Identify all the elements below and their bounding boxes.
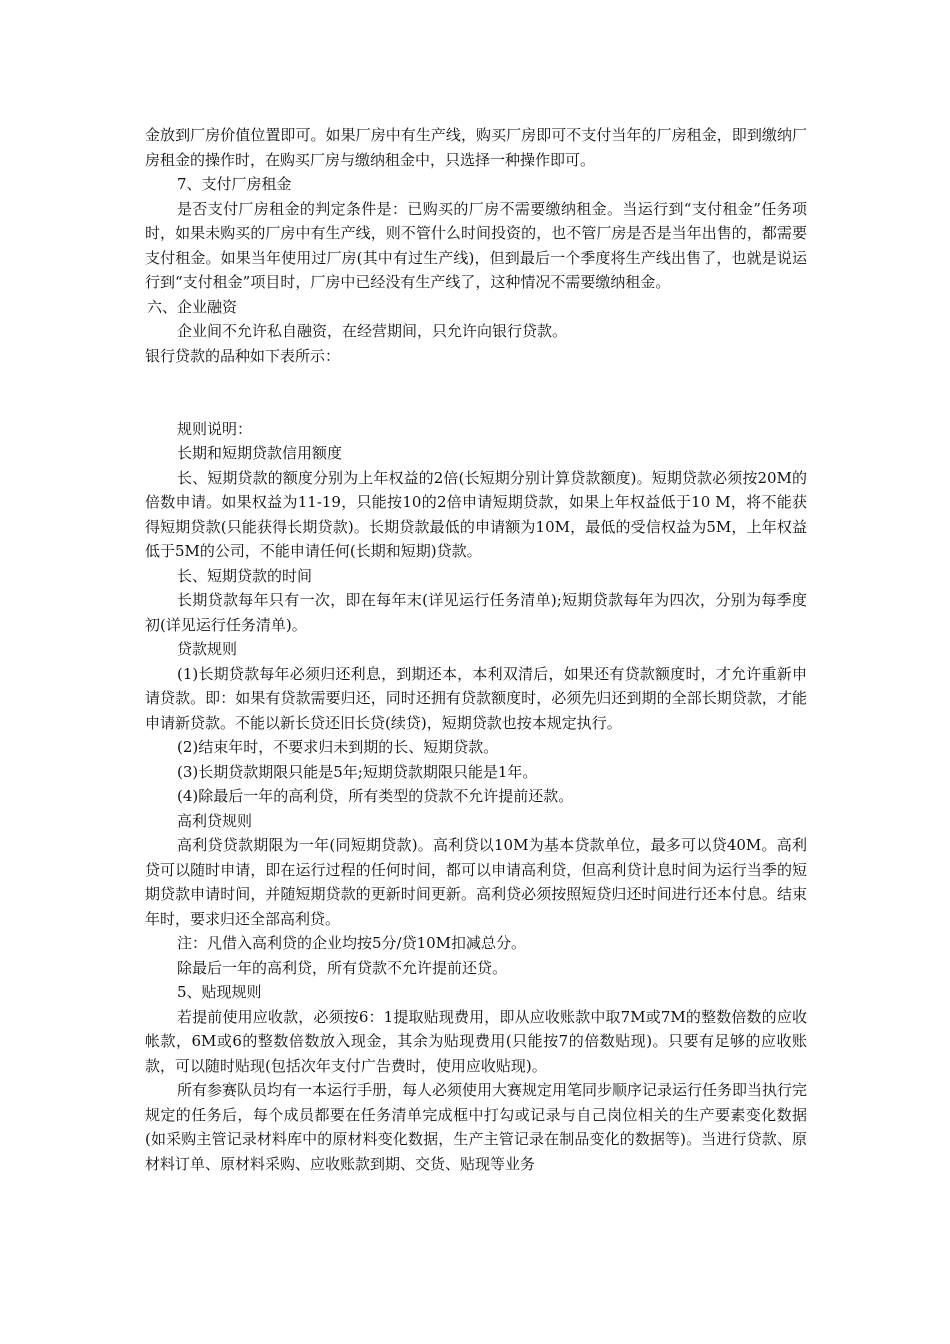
paragraph-factory-purchase: 金放到厂房价值位置即可。如果厂房中有生产线，购买厂房即可不支付当年的厂房租金，即到缴纳厂房租金的操作时，在购买厂房与缴纳租金中，只选择一种操作即可。 [145,126,807,169]
paragraph-rent-conditions: 是否支付厂房租金的判定条件是：已购买的厂房不需要缴纳租金。当运行到“支付租金”任务项时，如果未购买的厂房中有生产线，则不管什么时间投资的，也不管厂房是否是当年出售的，都需要支付租金。如果当年使用过厂房(其中有过生产线)，但到最后一个季度将生产线出售了，也就是说运行到“支付租金”项目时，厂房中已经没有生产线了，这种情况不需要缴纳租金。 [145,199,807,291]
heading-discount-rules: 5、贴现规则 [177,983,262,1001]
paragraph-bank-only: 企业间不允许私自融资，在经营期间，只允许向银行贷款。 [177,322,568,340]
paragraph-loan-rule-2: (2)结束年时，不要求归未到期的长、短期贷款。 [177,738,499,756]
paragraph-loan-timing: 长期贷款每年只有一次，即在每年末(详见运行任务清单);短期贷款每年为四次，分别为每季度初(详见运行任务清单)。 [145,591,807,634]
paragraph-operation-manual: 所有参赛队员均有一本运行手册，每人必须使用大赛规定用笔同步顺序记录运行任务即当执行完规定的任务后，每个成员都要在任务清单完成框中打勾或记录与自己岗位相关的生产要素变化数据(如采购主管记录材料库中的原材料变化数据，生产主管记录在制品变化的数据等)。当进行贷款、原材料订单、原材料采购、应收账款到期、交货、贴现等业务 [145,1081,808,1173]
paragraph-loan-rule-4: (4)除最后一年的高利贷，所有类型的贷款不允许提前还款。 [177,787,574,805]
paragraph-no-early-repay: 除最后一年的高利贷，所有贷款不允许提前还贷。 [177,958,508,977]
heading-usury-rules: 高利贷规则 [177,811,253,830]
table-placeholder-gap [145,368,807,417]
paragraph-loan-rule-3: (3)长期贷款期限只能是5年;短期贷款期限只能是1年。 [177,762,538,781]
paragraph-discount-rules: 若提前使用应收款，必须按6：1提取贴现费用，即从应收账款中取7M或7M的整数倍数的应收帐款，6M或6的整数倍数放入现金，其余为贴现费用(只能按7的倍数贴现)。只要有足够的应收账款，可以随时贴现(包括次年支付广告费时，使用应收贴现)。 [145,1007,807,1075]
heading-rule-notes: 规则说明： [177,419,253,438]
heading-loan-rules: 贷款规则 [177,640,238,658]
heading-pay-factory-rent: 7、支付厂房租金 [177,175,292,193]
heading-loan-timing: 长、短期贷款的时间 [177,566,313,585]
heading-credit-limit: 长期和短期贷款信用额度 [177,444,343,462]
document-body [145,123,807,1176]
paragraph-credit-limit: 长、短期贷款的额度分别为上年权益的2倍(长短期分别计算贷款额度)。短期贷款必须按20M的倍数申请。如果权益为11-19，只能按10的2倍申请短期贷款，如果上年权益低于10 M，将不能获得短期贷款(只能获得长期贷款)。长期贷款最低的申请额为10M，最低的受信权益为5M，上年权益低于5M的公司，不能申请任何(长期和短期)贷款。 [145,468,807,560]
paragraph-loan-types-intro: 银行贷款的品种如下表所示： [145,346,341,365]
paragraph-usury-rules: 高利贷贷款期限为一年(同短期贷款)。高利贷以10M为基本贷款单位，最多可以贷40M。高利贷可以随时申请，即在运行过程的任何时间，都可以申请高利贷，但高利贷计息时间为运行当季的短期贷款申请时间，并随短期贷款的更新时间更新。高利贷必须按照短贷归还时间进行还本付息。结束年时，要求归还全部高利贷。 [145,836,807,928]
paragraph-loan-rule-1: (1)长期贷款每年必须归还利息，到期还本，本利双清后，如果还有贷款额度时，才允许重新申请贷款。即：如果有贷款需要归还，同时还拥有贷款额度时，必须先归还到期的全部长期贷款，才能申请新贷款。不能以新长贷还旧长贷(续贷)，短期贷款也按本规定执行。 [145,664,807,732]
heading-enterprise-financing: 六、企业融资 [147,297,238,316]
paragraph-usury-note: 注：凡借入高利贷的企业均按5分/贷10M扣减总分。 [177,934,527,952]
